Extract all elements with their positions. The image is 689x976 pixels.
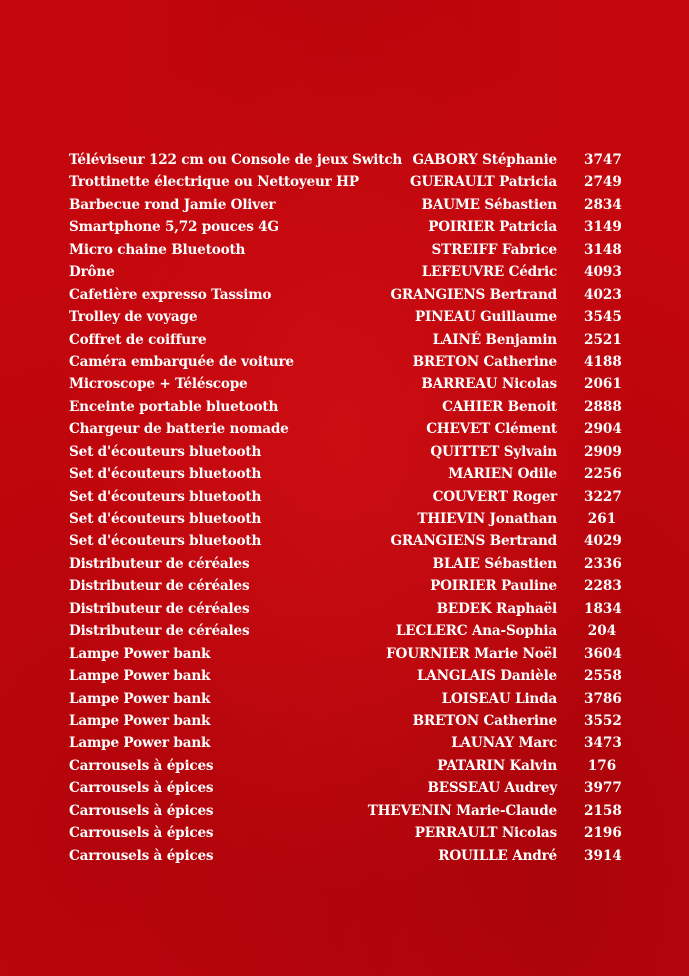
winner-row	[0, 800, 689, 822]
ticket-number: 4029	[584, 533, 622, 550]
winner-row	[0, 508, 689, 530]
winner-row	[0, 643, 689, 665]
ticket-number: 3604	[584, 645, 622, 662]
winner-name: FOURNIER Marie Noël	[386, 645, 557, 662]
ticket-number: 261	[587, 511, 617, 527]
winner-row	[0, 598, 689, 620]
ticket-number: 2336	[584, 555, 622, 572]
ticket-number: 4188	[584, 353, 622, 370]
ticket-number: 2521	[584, 331, 622, 348]
winner-row	[0, 530, 689, 552]
winner-row	[0, 553, 689, 575]
prize-label: Coffret de coiffure	[69, 331, 207, 348]
prize-label: Lampe Power bank	[69, 690, 211, 707]
prize-label: Microscope + Téléscope	[69, 376, 248, 393]
winner-row	[0, 171, 689, 193]
winner-name: LEFEUVRE Cédric	[421, 264, 557, 281]
winner-row	[0, 777, 689, 799]
winner-name: LANGLAIS Danièle	[416, 668, 557, 685]
winner-row	[0, 575, 689, 597]
prize-label: Distributeur de céréales	[69, 555, 250, 572]
winner-row	[0, 732, 689, 754]
prize-label: Carrousels à épices	[69, 847, 214, 864]
winner-name: THEVENIN Marie-Claude	[367, 802, 557, 819]
prize-label: Distributeur de céréales	[69, 578, 250, 595]
winner-row	[0, 373, 689, 395]
winner-name: CAHIER Benoit	[442, 398, 557, 415]
winner-name: LAINÉ Benjamin	[432, 331, 557, 348]
winner-row	[0, 710, 689, 732]
prize-label: Carrousels à épices	[69, 780, 214, 797]
winner-row	[0, 845, 689, 867]
winner-name: GRANGIENS Bertrand	[390, 533, 557, 550]
prize-label: Chargeur de batterie nomade	[69, 421, 289, 438]
ticket-number: 176	[587, 757, 617, 774]
winner-row	[0, 329, 689, 351]
ticket-number: 3977	[584, 780, 622, 797]
ticket-number: 2196	[584, 825, 622, 842]
prize-label: Drône	[69, 264, 115, 281]
ticket-number: 2909	[584, 443, 622, 460]
winner-name: STREIFF Fabrice	[431, 241, 557, 258]
winner-name: PINEAU Guillaume	[414, 309, 557, 326]
winner-name: POIRIER Pauline	[430, 578, 557, 595]
ticket-number: 4023	[584, 286, 622, 303]
winner-name: CHEVET Clément	[426, 421, 557, 438]
winner-name: LAUNAY Marc	[451, 735, 557, 752]
ticket-number: 2256	[584, 466, 622, 483]
winner-row	[0, 149, 689, 171]
winner-row	[0, 306, 689, 328]
prize-label: Cafetière expresso Tassimo	[69, 286, 272, 303]
ticket-number: 204	[587, 623, 617, 640]
prize-label: Set d'écouteurs bluetooth	[69, 488, 262, 505]
prize-label: Lampe Power bank	[69, 645, 211, 662]
winner-name: BAUME Sébastien	[421, 196, 557, 213]
winner-name: GUERAULT Patricia	[410, 174, 557, 191]
prize-label: Trottinette électrique ou Nettoyeur HP	[69, 174, 359, 191]
winner-row	[0, 261, 689, 283]
prize-label: Lampe Power bank	[69, 735, 211, 752]
prize-label: Distributeur de céréales	[69, 600, 250, 617]
prize-label: Carrousels à épices	[69, 825, 214, 842]
ticket-number: 3227	[584, 488, 622, 505]
prize-label: Set d'écouteurs bluetooth	[69, 511, 262, 527]
winner-row	[0, 486, 689, 508]
winner-row	[0, 463, 689, 485]
winner-name: QUITTET Sylvain	[430, 443, 557, 460]
winner-name: BARREAU Nicolas	[421, 376, 557, 393]
prize-label: Smartphone 5,72 pouces 4G	[69, 219, 279, 236]
ticket-number: 2888	[584, 398, 622, 415]
ticket-number: 4093	[584, 264, 622, 281]
winner-row	[0, 620, 689, 642]
winner-row	[0, 441, 689, 463]
winner-name: COUVERT Roger	[432, 488, 557, 505]
winner-name: GABORY Stéphanie	[412, 152, 557, 168]
prize-label: Set d'écouteurs bluetooth	[69, 533, 262, 550]
winner-name: ROUILLE André	[438, 847, 557, 864]
prize-label: Téléviseur 122 cm ou Console de jeux Switch	[69, 152, 403, 168]
ticket-number: 2904	[584, 421, 622, 438]
winner-name: PATARIN Kalvin	[437, 757, 557, 774]
ticket-number: 2283	[584, 578, 622, 595]
prize-label: Set d'écouteurs bluetooth	[69, 466, 262, 483]
ticket-number: 3149	[584, 219, 622, 236]
winner-name: LOISEAU Linda	[441, 690, 557, 707]
ticket-number: 2158	[584, 802, 622, 819]
ticket-number: 3473	[584, 735, 622, 752]
winner-row	[0, 396, 689, 418]
winner-name: GRANGIENS Bertrand	[390, 286, 557, 303]
winner-row	[0, 755, 689, 777]
ticket-number: 2834	[584, 196, 622, 213]
ticket-number: 2061	[584, 376, 622, 393]
ticket-number: 3148	[584, 241, 622, 258]
prize-label: Distributeur de céréales	[69, 623, 250, 640]
ticket-number: 3786	[584, 690, 622, 707]
winner-name: BRETON Catherine	[412, 712, 557, 729]
ticket-number: 3552	[584, 712, 622, 729]
ticket-number: 3747	[584, 152, 622, 168]
prize-label: Barbecue rond Jamie Oliver	[69, 196, 276, 213]
prize-label: Micro chaine Bluetooth	[69, 241, 246, 258]
ticket-number: 1834	[584, 600, 622, 617]
winner-row	[0, 418, 689, 440]
ticket-number: 2558	[584, 668, 622, 685]
prize-label: Caméra embarquée de voiture	[69, 353, 294, 370]
winner-name: POIRIER Patricia	[428, 219, 557, 236]
winner-row	[0, 216, 689, 238]
winner-name: BLAIE Sébastien	[432, 555, 557, 572]
ticket-number: 2749	[584, 174, 622, 191]
winner-row	[0, 822, 689, 844]
winner-row	[0, 284, 689, 306]
prize-label: Carrousels à épices	[69, 802, 214, 819]
ticket-number: 3914	[584, 847, 622, 864]
winner-row	[0, 351, 689, 373]
winner-row	[0, 688, 689, 710]
winner-name: PERRAULT Nicolas	[414, 825, 557, 842]
prize-label: Lampe Power bank	[69, 712, 211, 729]
winner-name: THIEVIN Jonathan	[417, 511, 557, 527]
prize-label: Set d'écouteurs bluetooth	[69, 443, 262, 460]
prize-label: Carrousels à épices	[69, 757, 214, 774]
winner-name: MARIEN Odile	[448, 466, 557, 483]
winner-name: LECLERC Ana-Sophia	[395, 623, 557, 640]
winner-row	[0, 194, 689, 216]
ticket-number: 3545	[584, 309, 622, 326]
winner-name: BESSEAU Audrey	[427, 780, 557, 797]
prize-label: Trolley de voyage	[69, 309, 198, 326]
prize-label: Lampe Power bank	[69, 668, 211, 685]
winner-row	[0, 665, 689, 687]
winner-name: BEDEK Raphaël	[436, 600, 557, 617]
winner-row	[0, 239, 689, 261]
winners-list	[0, 149, 689, 867]
prize-label: Enceinte portable bluetooth	[69, 398, 279, 415]
winner-name: BRETON Catherine	[412, 353, 557, 370]
